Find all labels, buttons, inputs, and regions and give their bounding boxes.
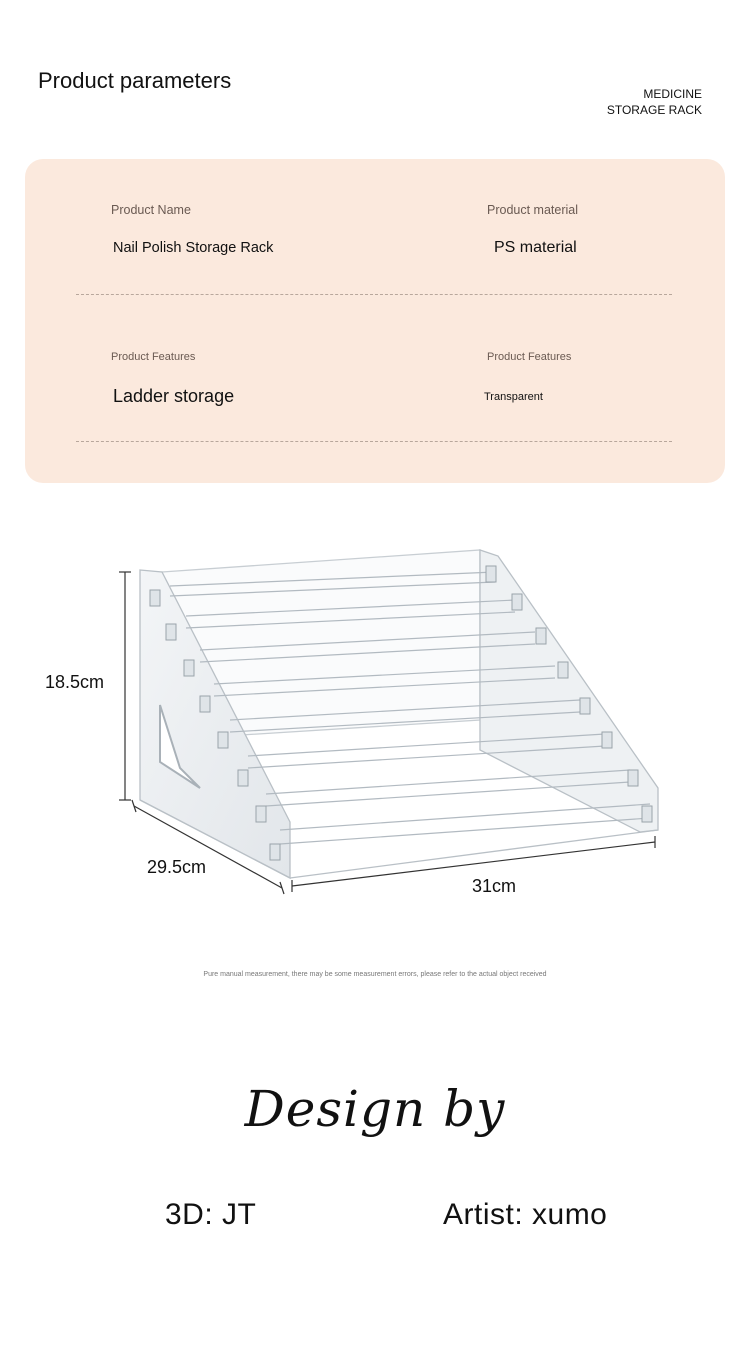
- divider: [76, 294, 672, 295]
- param-value-transparent: Transparent: [484, 391, 543, 403]
- page-title: Product parameters: [38, 68, 232, 93]
- tag-line-1: MEDICINE: [643, 87, 702, 101]
- measurement-note: Pure manual measurement, there may be some measurement errors, please refer to the actual object received: [203, 971, 547, 978]
- param-label-material: Product material: [487, 203, 579, 217]
- storage-rack-illustration: [0, 500, 750, 920]
- dimension-height: 18.5cm: [45, 672, 105, 692]
- param-value-features: Ladder storage: [113, 386, 235, 406]
- param-label-features: Product Features: [111, 351, 196, 363]
- param-label-features-2: Product Features: [487, 351, 572, 363]
- tag-line-2: STORAGE RACK: [606, 103, 702, 117]
- divider: [76, 441, 672, 442]
- credit-3d: 3D: JT: [165, 1198, 257, 1231]
- product-category-tag: [607, 86, 702, 118]
- credit-artist: Artist: xumo: [443, 1198, 608, 1231]
- dimension-width: 31cm: [472, 876, 517, 896]
- param-value-material: PS material: [494, 239, 577, 256]
- design-by-signature: Design by: [244, 1080, 506, 1138]
- param-label-name: Product Name: [111, 203, 191, 217]
- param-value-name: Nail Polish Storage Rack: [113, 240, 274, 256]
- dimension-depth: 29.5cm: [147, 857, 207, 877]
